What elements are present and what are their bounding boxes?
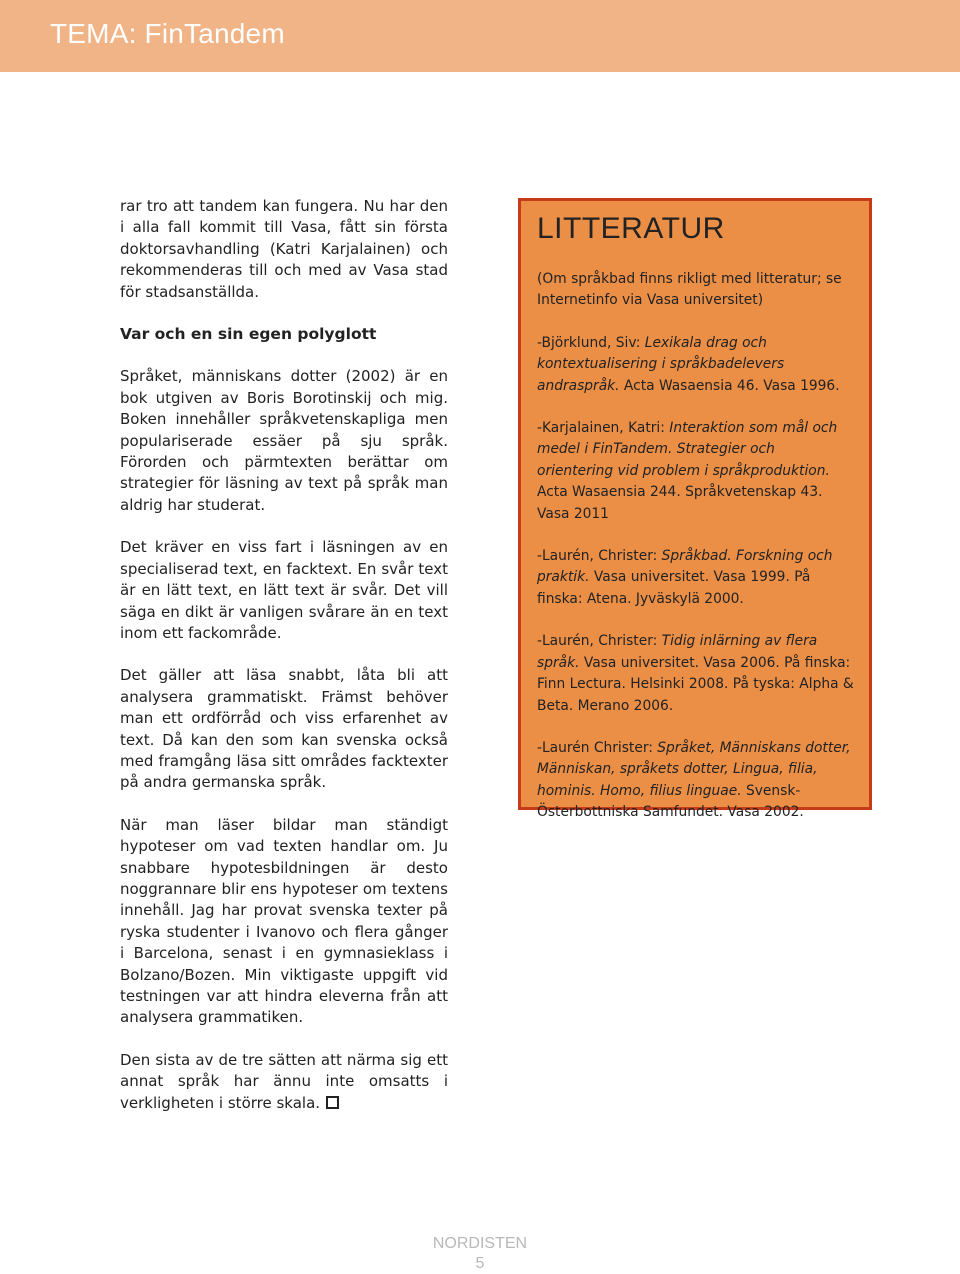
article-paragraph-text: Den sista av de tre sätten att närma sig ett annat språk har ännu inte omsatts i verkligheten i större skala. [120, 1050, 448, 1112]
article-last-paragraph [120, 1050, 448, 1114]
literature-ref [537, 333, 855, 397]
ref-author: -Björklund, Siv: [537, 334, 645, 351]
ref-author: -Laurén, Christer: [537, 548, 662, 565]
ref-title: Lexikala drag och kontextualisering i språkbadelevers andraspråk. [537, 334, 785, 394]
ref-author: -Laurén, Christer: [537, 633, 662, 650]
ref-details: Vasa universitet. Vasa 2006. På finska: Finn Lectura. Helsinki 2008. På tyska: Alpha & Beta. Merano 2006. [537, 654, 854, 714]
article-paragraph: rar tro att tandem kan fungera. Nu har den i alla fall kommit till Vasa, fått sin första doktorsavhandling (Katri Karjalainen) och rekommenderas till och med av Vasa stad för stadsanställda. [120, 197, 448, 301]
ref-title: Tidig inlärning av flera språk. [537, 633, 818, 671]
literature-ref [537, 631, 855, 717]
literature-ref [537, 546, 855, 610]
header-title: TEMA: FinTandem [50, 18, 285, 49]
ref-author: -Laurén Christer: [537, 739, 658, 756]
literature-box [518, 198, 872, 821]
ref-details: Vasa universitet. Vasa 1999. På finska: Atena. Jyväskylä 2000. [537, 569, 811, 607]
section-heading: Var och en sin egen polyglott [120, 325, 377, 344]
literature-ref [537, 738, 855, 824]
article-column [120, 196, 448, 1135]
page-number: 5 [475, 1255, 485, 1272]
literature-title: LITTERATUR [537, 212, 725, 245]
ref-title: Språket, Människans dotter, Människan, språkets dotter, Lingua, filia, hominis. Homo, filius linguae. [537, 739, 851, 799]
publication-name: NORDISTEN [432, 1235, 528, 1252]
ref-title: Språkbad. Forskning och praktik. [537, 548, 833, 586]
literature-ref [537, 418, 855, 525]
article-paragraph: Det kräver en viss fart i läsningen av en specialiserad text, en facktext. En svår text är en lätt text, en lätt text är svår. Det vill säga en dikt är vanligen svårare än en text inom ett fackområde. [120, 538, 448, 642]
page-header [0, 0, 960, 72]
ref-author: -Karjalainen, Katri: [537, 420, 670, 437]
ref-title: Interaktion som mål och medel i FinTandem. Strategier och orientering vid problem i språkproduktion. [537, 420, 838, 479]
page-footer [380, 1234, 580, 1274]
article-paragraph: Språket, människans dotter (2002) är en bok utgiven av Boris Borotinskij och mig. Boken innehåller språkvetenskapliga men populariserade essäer på sju språk. Förorden och pärmtexten berättar om strategier för läsning av text på språk man aldrig har studerat. [120, 367, 448, 514]
ref-details: Acta Wasaensia 244. Språkvetenskap 43. Vasa 2011 [537, 484, 823, 522]
ref-details: Svensk-Österbottniska Samfundet. Vasa 2002. [537, 782, 804, 821]
end-of-article-square-icon [326, 1096, 339, 1109]
article-paragraph: När man läser bildar man ständigt hypoteser om vad texten handlar om. Ju snabbare hypotesbildningen är desto noggrannare blir ens hypoteser om textens innehåll. Jag har provat svenska texter på ryska studenter i Ivanovo och flera gånger i Barcelona, senast i en gymnasieklass i Bolzano/Bozen. Min viktigaste uppgift vid testningen var att hindra eleverna från att analysera grammatiken. [120, 815, 448, 1027]
article-paragraph: Det gäller att läsa snabbt, låta bli att analysera grammatiskt. Främst behöver man ett ordförråd och viss erfarenhet av text. Då kan den som kan svenska också med framgång läsa sitt områdes facktexter på andra germanska språk. [120, 666, 448, 792]
literature-intro: (Om språkbad finns rikligt med litteratur; se Internetinfo via Vasa universitet) [537, 271, 842, 309]
ref-details: Acta Wasaensia 46. Vasa 1996. [619, 377, 840, 394]
